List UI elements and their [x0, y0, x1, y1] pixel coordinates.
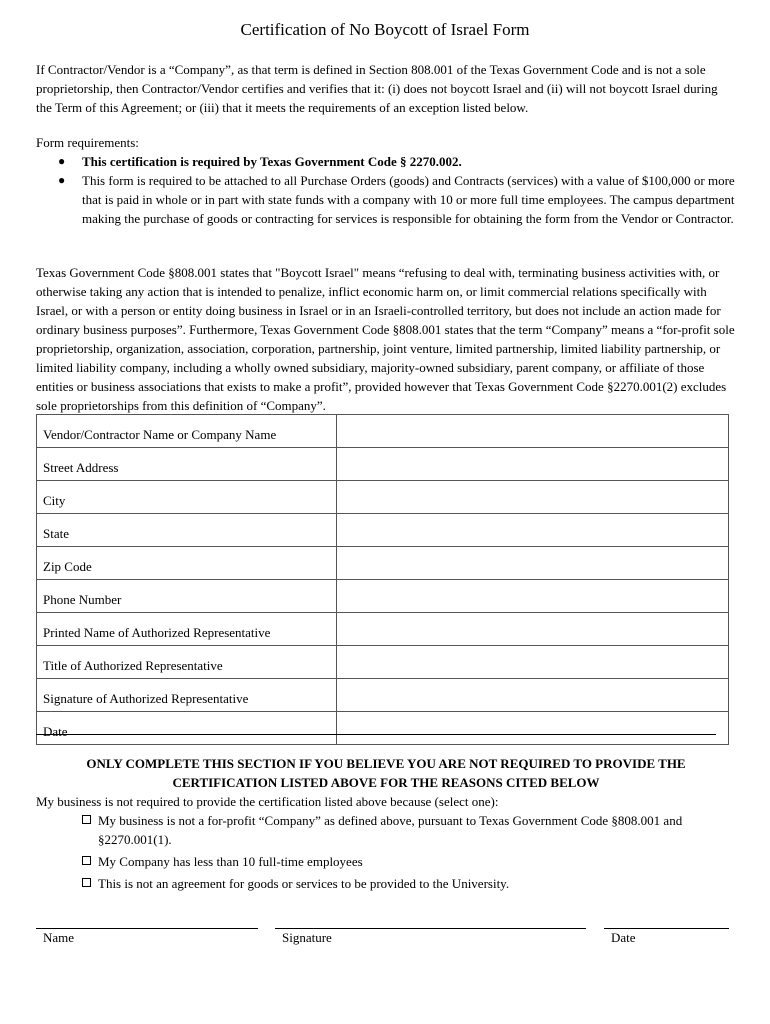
field-label-phone-number: Phone Number [37, 580, 337, 613]
checkbox-icon[interactable] [82, 856, 91, 865]
exemption-notice-line: ONLY COMPLETE THIS SECTION IF YOU BELIEVE YOU ARE NOT REQUIRED TO PROVIDE THE [86, 756, 686, 771]
field-value[interactable] [343, 557, 728, 575]
field-value[interactable] [343, 590, 728, 608]
field-label-date: Date [37, 712, 337, 745]
exemption-option-not-agreement[interactable] [82, 874, 732, 893]
table-row [37, 646, 729, 679]
exemption-option-label: My business is not a for-profit “Company” as defined above, pursuant to Texas Government Code §808.001 and §2270.001(1). [98, 813, 683, 847]
field-input-zip-code[interactable] [337, 547, 729, 580]
requirement-item [36, 171, 736, 228]
field-value[interactable] [343, 623, 728, 641]
table-row [37, 448, 729, 481]
exemption-option-not-company[interactable] [82, 811, 732, 849]
exemption-prompt: My business is not required to provide the certification listed above because (select one): [36, 794, 499, 809]
field-input-state[interactable] [337, 514, 729, 547]
bullet-icon: ● [58, 173, 66, 187]
exemption-option-label: My Company has less than 10 full-time employees [98, 854, 363, 869]
field-input-rep-signature[interactable] [337, 679, 729, 712]
table-row [37, 580, 729, 613]
table-row [37, 415, 729, 448]
requirements-list [36, 152, 736, 228]
vendor-info-table [36, 414, 729, 745]
field-value[interactable] [343, 425, 728, 443]
field-value[interactable] [343, 722, 728, 740]
field-input-rep-title[interactable] [337, 646, 729, 679]
intro-paragraph: If Contractor/Vendor is a “Company”, as that term is defined in Section 808.001 of the Texas Government Code and is not a sole proprietorship, then Contractor/Vendor certifies and verifies that it: (i) does not boycott Israel and (ii) will not boycott Israel during the Term of this Agreement; or (iii) that it meets the requirements of an exception listed below. [36, 62, 718, 115]
requirement-item [36, 152, 736, 171]
name-signature-line[interactable] [36, 928, 258, 929]
field-value[interactable] [343, 458, 728, 476]
section-divider [36, 734, 716, 735]
requirement-text: This certification is required by Texas Government Code § 2270.002. [82, 154, 462, 169]
field-input-phone-number[interactable] [337, 580, 729, 613]
exemption-options [82, 811, 732, 896]
form-title: Certification of No Boycott of Israel Form [240, 20, 530, 39]
exemption-notice-line: CERTIFICATION LISTED ABOVE FOR THE REASONS CITED BELOW [172, 775, 600, 790]
field-label-city: City [37, 481, 337, 514]
field-label-printed-name: Printed Name of Authorized Representative [37, 613, 337, 646]
table-row [37, 547, 729, 580]
name-label: Name [43, 930, 75, 945]
requirements-label: Form requirements: [36, 135, 139, 150]
field-label-state: State [37, 514, 337, 547]
field-value[interactable] [343, 689, 728, 707]
field-input-vendor-name[interactable] [337, 415, 729, 448]
table-row [37, 514, 729, 547]
exemption-option-label: This is not an agreement for goods or services to be provided to the University. [98, 876, 510, 891]
field-input-printed-name[interactable] [337, 613, 729, 646]
exemption-notice [36, 754, 736, 792]
field-label-street-address: Street Address [37, 448, 337, 481]
field-label-rep-title: Title of Authorized Representative [37, 646, 337, 679]
table-row [37, 712, 729, 745]
table-row [37, 679, 729, 712]
date-label: Date [611, 930, 636, 945]
field-value[interactable] [343, 524, 728, 542]
gov-code-paragraph: Texas Government Code §808.001 states that "Boycott Israel" means “refusing to deal with, terminating business activities with, or otherwise taking any action that is intended to penalize, inflict economic harm on, or limit commercial relations specifically with Israel, or with a person or entity doing business in Israel or in an Israeli-controlled territory, but does not include an action made for ordinary business purposes”. Furthermore, Texas Government Code §808.001 states that the term “Company” means a “for-profit sole proprietorship, organization, association, corporation, partnership, joint venture, limited partnership, limited liability partnership, or limited liability company, including a wholly owned subsidiary, majority-owned subsidiary, parent company, or affiliate of those entities or business associations that exists to make a profit”, provided however that Texas Government Code §2270.001(2) excludes sole proprietorships from this definition of “Company”. [36, 265, 735, 413]
checkbox-icon[interactable] [82, 815, 91, 824]
field-label-vendor-name: Vendor/Contractor Name or Company Name [37, 415, 337, 448]
field-label-rep-signature: Signature of Authorized Representative [37, 679, 337, 712]
table-row [37, 613, 729, 646]
table-row [37, 481, 729, 514]
field-input-street-address[interactable] [337, 448, 729, 481]
field-value[interactable] [343, 491, 728, 509]
field-input-date[interactable] [337, 712, 729, 745]
field-input-city[interactable] [337, 481, 729, 514]
requirement-text: This form is required to be attached to all Purchase Orders (goods) and Contracts (services) with a value of $100,000 or more that is paid in whole or in part with state funds with a company with 10 or more full time employees. The campus department making the purchase of goods or contracting for services is responsible for obtaining the form from the Vendor or Contractor. [82, 173, 735, 226]
date-signature-line[interactable] [604, 928, 729, 929]
bullet-icon: ● [58, 154, 66, 168]
field-label-zip-code: Zip Code [37, 547, 337, 580]
signature-line[interactable] [275, 928, 586, 929]
checkbox-icon[interactable] [82, 878, 91, 887]
exemption-option-under-10-employees[interactable] [82, 852, 732, 871]
signature-label: Signature [282, 930, 332, 945]
field-value[interactable] [343, 656, 728, 674]
